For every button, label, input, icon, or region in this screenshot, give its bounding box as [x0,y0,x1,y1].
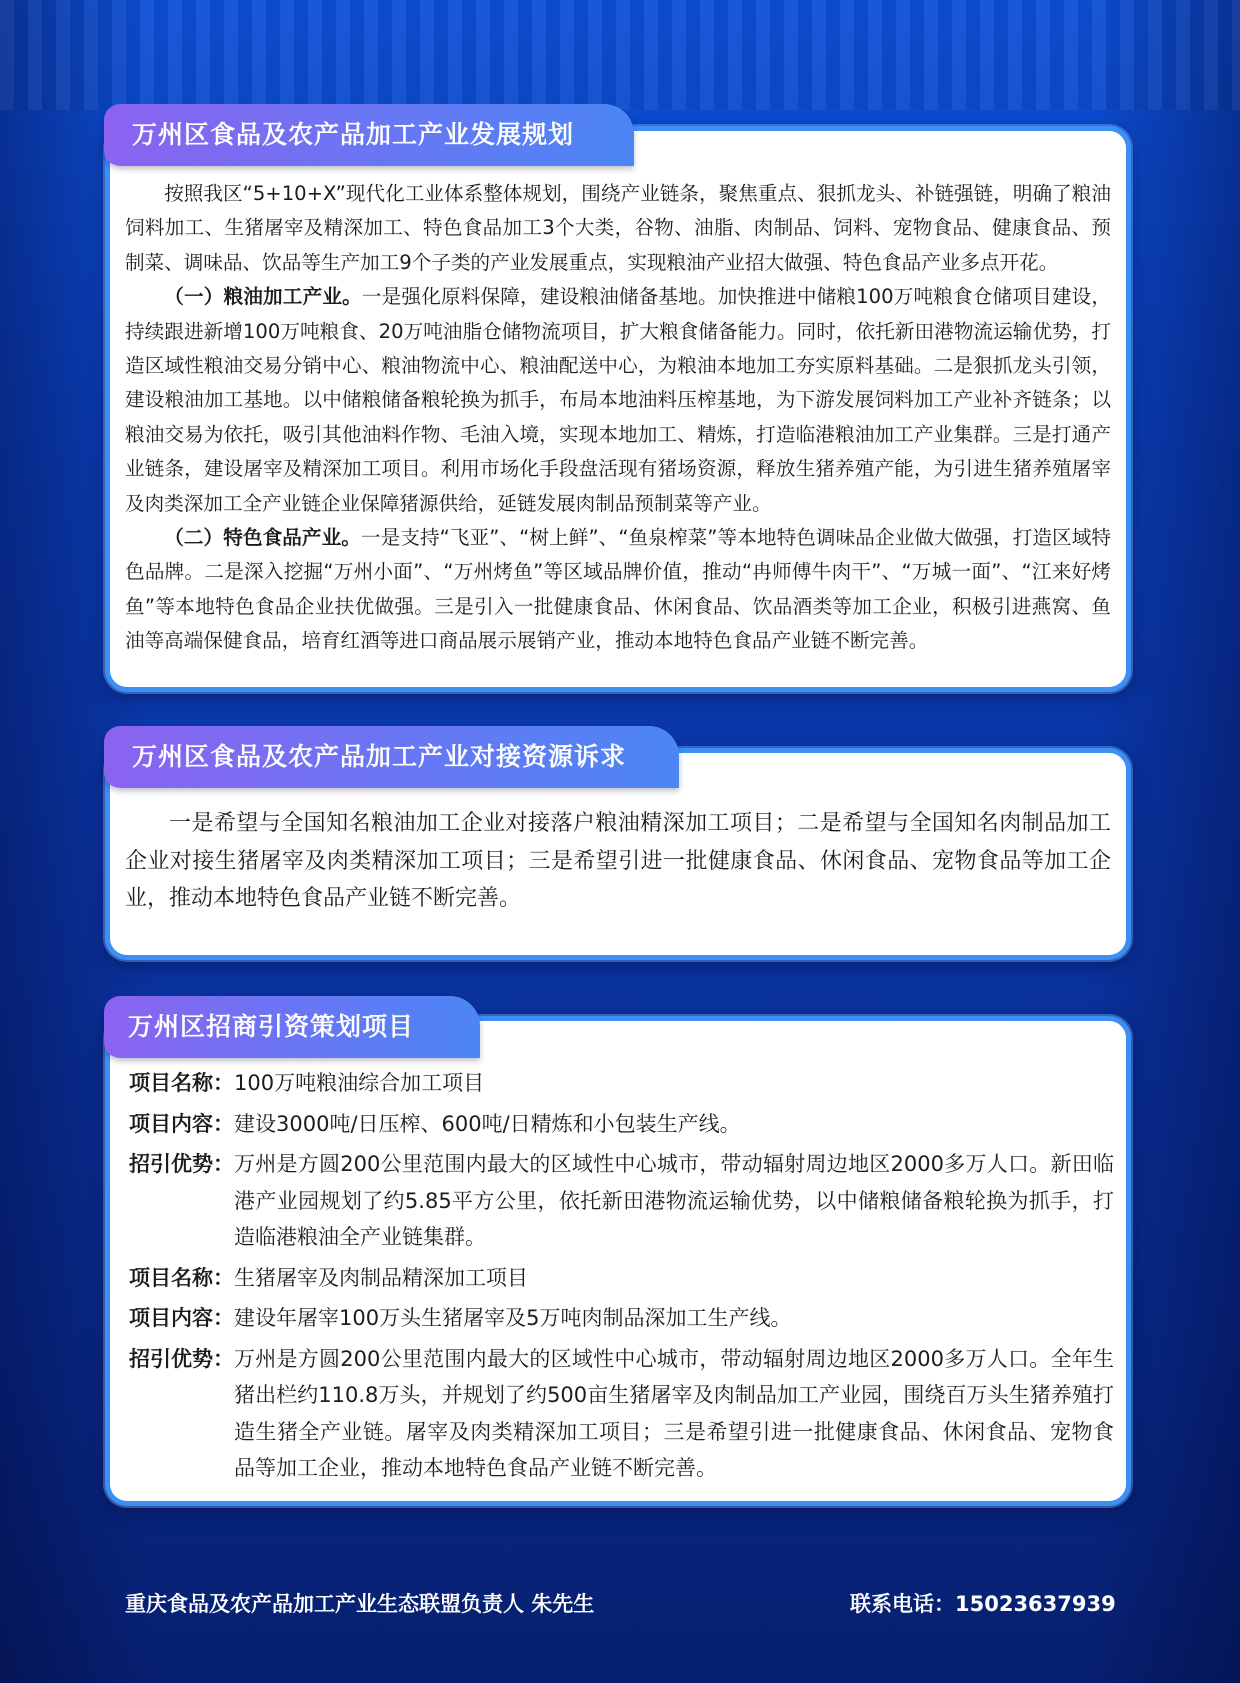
project-advantage-label: 招引优势： [129,1346,234,1371]
footer-phone: 联系电话：15023637939 [850,1592,1116,1616]
specialty-food-text: 一是支持“飞亚”、“树上鲜”、“鱼泉榨菜”等本地特色调味品企业做大做强，打造区域特色品牌。二是深入挖掘“万州小面”、“万州烤鱼”等区域品牌价值，推动“冉师傅牛肉干”、“万城一面”、“江来好烤鱼”等本地特色食品企业扶优做强。三是引入一批健康食品、休闲食品、饮品酒类等加工企业，积极引进燕窝、鱼油等高端保健食品，培育红酒等进口商品展示展销产业，推动本地特色食品产业链不断完善。 [125,526,1112,653]
project-1-name: 100万吨粮油综合加工项目 [234,1071,485,1095]
section-1-paragraph-intro: 按照我区“5+10+X”现代化工业体系整体规划，围绕产业链条，聚焦重点、狠抓龙头、补链强链，明确了粮油饲料加工、生猪屠宰及精深加工、特色食品加工3个大类，谷物、油脂、肉制品、饲料、宠物食品、健康食品、预制菜、调味品、饮品等生产加工9个子类的产业发展重点，实现粮油产业招大做强、特色食品产业多点开花。 [125,182,1111,274]
background-curtain-stripes [0,0,1240,110]
project-content-label: 项目内容： [129,1111,234,1136]
project-advantage-label: 招引优势： [129,1152,234,1176]
section-2-body [125,805,1111,918]
grain-oil-heading: （一）粮油加工产业。 [164,285,362,309]
grain-oil-text: 一是强化原料保障，建设粮油储备基地。加快推进中储粮100万吨粮食仓储项目建设，持续跟进新增100万吨粮食、20万吨油脂仓储物流项目，扩大粮食储备能力。同时，依托新田港物流运输优势，打造区域性粮油交易分销中心、粮油物流中心、粮油配送中心，为粮油本地加工夯实原料基础。二是狠抓龙头引领，建设粮油加工基地。以中储粮储备粮轮换为抓手，布局本地油料压榨基地，为下游发展饲料加工产业补齐链条；以粮油交易为依托，吸引其他油料作物、毛油入境，实现本地加工、精炼，打造临港粮油加工产业集群。三是打通产业链条，建设屠宰及精深加工项目。利用市场化手段盘活现有猪场资源，释放生猪养殖产能，为引进生猪养殖屠宰及肉类深加工全产业链企业保障猪源供给，延链发展肉制品预制菜等产业。 [125,285,1111,515]
section-2-title: 万州区食品及农产品加工产业对接资源诉求 [104,726,679,788]
section-3-projects [129,1065,1114,1491]
project-1-content-row [129,1106,1114,1143]
project-2-advantage-row [129,1341,1114,1487]
project-1-advantage: 万州是方圆200公里范围内最大的区域性中心城市，带动辐射周边地区2000多万人口。新田临港产业园规划了约5.85平方公里，依托新田港物流运输优势，以中储粮储备粮轮换为抓手，打造临港粮油全产业链集群。 [234,1152,1114,1249]
section-2-paragraph: 一是希望与全国知名粮油加工企业对接落户粮油精深加工项目；二是希望与全国知名肉制品加工企业对接生猪屠宰及肉类精深加工项目；三是希望引进一批健康食品、休闲食品、宠物食品等加工企业，推动本地特色食品产业链不断完善。 [125,811,1111,911]
specialty-food-heading: （二）特色食品产业。 [164,526,361,550]
footer-contact-person: 重庆食品及农产品加工产业生态联盟负责人 朱先生 [125,1592,595,1616]
section-1-paragraph-grain-oil [125,280,1111,521]
project-name-label: 项目名称： [129,1071,234,1095]
section-1-title: 万州区食品及农产品加工产业发展规划 [104,104,634,166]
project-2-advantage: 万州是方圆200公里范围内最大的区域性中心城市，带动辐射周边地区2000多万人口。全年生猪出栏约110.8万头，并规划了约500亩生猪屠宰及肉制品加工产业园，围绕百万头生猪养殖打造生猪全产业链。屠宰及肉类精深加工项目；三是希望引进一批健康食品、休闲食品、宠物食品等加工企业，推动本地特色食品产业链不断完善。 [234,1346,1114,1480]
section-3-title: 万州区招商引资策划项目 [104,996,480,1058]
section-1-body [125,177,1111,659]
project-1-advantage-row [129,1146,1114,1256]
project-content-label: 项目内容： [129,1306,234,1330]
project-2-content-row [129,1300,1114,1337]
project-name-label: 项目名称： [129,1265,234,1290]
project-1-name-row [129,1065,1114,1102]
project-1-content: 建设3000吨/日压榨、600吨/日精炼和小包装生产线。 [234,1111,741,1136]
section-1-paragraph-specialty-food [125,521,1111,659]
project-2-name-row [129,1260,1114,1297]
project-2-content: 建设年屠宰100万头生猪屠宰及5万吨肉制品深加工生产线。 [234,1306,792,1330]
project-2-name: 生猪屠宰及肉制品精深加工项目 [234,1265,528,1290]
